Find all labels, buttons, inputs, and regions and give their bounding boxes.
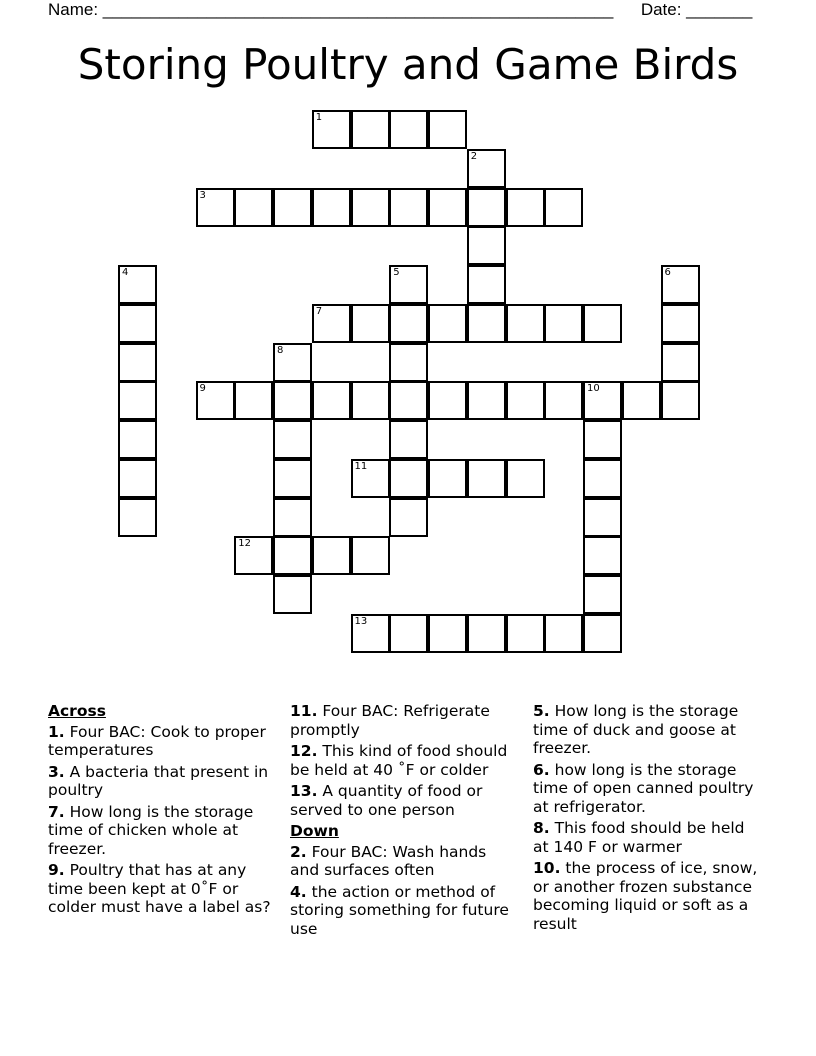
clue-number: 4 xyxy=(122,267,129,278)
grid-cell[interactable] xyxy=(583,459,622,498)
grid-cell[interactable] xyxy=(312,536,351,575)
grid-cell[interactable] xyxy=(544,188,583,227)
grid-cell[interactable] xyxy=(118,498,157,537)
grid-cell[interactable] xyxy=(389,304,428,343)
across-clue-7: 7. How long is the storage time of chicken whole at freezer. xyxy=(48,802,254,858)
grid-cell[interactable] xyxy=(389,265,428,304)
grid-cell[interactable] xyxy=(273,459,312,498)
page-title: Storing Poultry and Game Birds xyxy=(77,40,739,89)
grid-cell[interactable] xyxy=(351,188,390,227)
grid-cell[interactable] xyxy=(661,304,700,343)
grid-cell[interactable] xyxy=(118,420,157,459)
grid-cell[interactable] xyxy=(583,498,622,537)
across-clue-1: 1. Four BAC: Cook to proper temperatures xyxy=(48,722,266,759)
clue-number: 13 xyxy=(354,615,368,627)
down-clue-2: 2. Four BAC: Wash hands and surfaces often xyxy=(290,842,487,879)
grid-cell[interactable] xyxy=(196,381,235,420)
grid-cell[interactable] xyxy=(428,459,467,498)
grid-cell[interactable] xyxy=(273,536,312,575)
grid-cell[interactable] xyxy=(428,188,467,227)
grid-cell[interactable] xyxy=(389,381,428,420)
grid-cell[interactable] xyxy=(661,265,700,304)
grid-cell[interactable] xyxy=(583,575,622,614)
grid-cell[interactable] xyxy=(389,188,428,227)
down-clue-6: 6. how long is the storage time of open canned poultry at refrigerator. xyxy=(533,760,754,816)
grid-cell[interactable] xyxy=(196,188,235,227)
clue-number: 10 xyxy=(587,383,600,395)
grid-cell[interactable] xyxy=(428,381,467,420)
grid-cell[interactable] xyxy=(118,343,157,382)
clue-number: 7 xyxy=(315,305,323,317)
grid-cell[interactable] xyxy=(273,381,312,420)
grid-cell[interactable] xyxy=(351,381,390,420)
clue-number: 3 xyxy=(199,189,206,201)
grid-cell[interactable] xyxy=(506,304,545,343)
grid-cell[interactable] xyxy=(351,459,390,498)
clue-column-1 xyxy=(48,702,276,920)
grid-cell[interactable] xyxy=(273,575,312,614)
grid-cell[interactable] xyxy=(467,188,506,227)
down-clue-10: 10. the process of ice, snow, or another frozen substance becoming liquid or soft as a result xyxy=(533,859,758,933)
across-heading: Across xyxy=(48,702,106,720)
grid-cell[interactable] xyxy=(234,381,273,420)
grid-cell[interactable] xyxy=(622,381,661,420)
grid-cell[interactable] xyxy=(544,381,583,420)
grid-cell[interactable] xyxy=(544,614,583,653)
clue-number: 1 xyxy=(315,112,323,123)
grid-cell[interactable] xyxy=(506,188,545,227)
grid-cell[interactable] xyxy=(467,459,506,498)
grid-cell[interactable] xyxy=(118,265,157,304)
grid-cell[interactable] xyxy=(583,420,622,459)
grid-cell[interactable] xyxy=(118,304,157,343)
clue-number: 5 xyxy=(393,267,400,278)
grid-cell[interactable] xyxy=(273,498,312,537)
clue-column-2 xyxy=(290,702,518,941)
grid-cell[interactable] xyxy=(544,304,583,343)
across-clue-11: 11. Four BAC: Refrigerate promptly xyxy=(290,702,490,739)
grid-cell[interactable] xyxy=(583,614,622,653)
clue-number: 8 xyxy=(277,344,284,356)
grid-cell[interactable] xyxy=(583,381,622,420)
grid-cell[interactable] xyxy=(467,149,506,188)
grid-cell[interactable] xyxy=(312,188,351,227)
grid-cell[interactable] xyxy=(389,614,428,653)
grid-cell[interactable] xyxy=(351,614,390,653)
grid-cell[interactable] xyxy=(118,381,157,420)
grid-cell[interactable] xyxy=(428,110,467,149)
grid-cell[interactable] xyxy=(389,420,428,459)
clue-number: 2 xyxy=(470,150,478,162)
grid-cell[interactable] xyxy=(661,343,700,382)
grid-cell[interactable] xyxy=(118,459,157,498)
across-clue-3: 3. A bacteria that present in poultry xyxy=(48,762,269,799)
down-clue-4: 4. the action or method of storing something for future use xyxy=(290,882,509,938)
date-field[interactable]: Date: _______ xyxy=(640,0,753,19)
grid-cell[interactable] xyxy=(583,536,622,575)
down-heading: Down xyxy=(290,822,339,840)
grid-cell[interactable] xyxy=(273,420,312,459)
grid-cell[interactable] xyxy=(467,304,506,343)
grid-cell[interactable] xyxy=(506,381,545,420)
grid-cell[interactable] xyxy=(467,381,506,420)
grid-cell[interactable] xyxy=(467,226,506,265)
grid-cell[interactable] xyxy=(351,110,390,149)
grid-cell[interactable] xyxy=(234,536,273,575)
grid-cell[interactable] xyxy=(467,265,506,304)
grid-cell[interactable] xyxy=(389,343,428,382)
grid-cell[interactable] xyxy=(506,459,545,498)
clue-number: 6 xyxy=(664,267,671,278)
across-clue-12: 12. This kind of food should be held at 40 ˚F or colder xyxy=(290,742,508,779)
grid-cell[interactable] xyxy=(428,614,467,653)
clue-column-3 xyxy=(533,702,761,936)
clue-number: 9 xyxy=(199,383,206,395)
grid-cell[interactable] xyxy=(312,110,351,149)
grid-cell[interactable] xyxy=(312,381,351,420)
grid-cell[interactable] xyxy=(661,381,700,420)
grid-cell[interactable] xyxy=(273,188,312,227)
grid-cell[interactable] xyxy=(389,110,428,149)
grid-cell[interactable] xyxy=(506,614,545,653)
grid-cell[interactable] xyxy=(312,304,351,343)
clue-number: 11 xyxy=(354,460,368,472)
grid-cell[interactable] xyxy=(351,536,390,575)
grid-cell[interactable] xyxy=(583,304,622,343)
grid-cell[interactable] xyxy=(428,304,467,343)
down-clue-5: 5. How long is the storage time of duck and goose at freezer. xyxy=(533,702,739,757)
across-clue-9: 9. Poultry that has at any time been kept at 0˚F or colder must have a label as? xyxy=(48,861,271,916)
down-clue-8: 8. This food should be held at 140 F or warmer xyxy=(533,819,745,856)
grid-cell[interactable] xyxy=(389,498,428,537)
clue-number: 12 xyxy=(238,538,251,550)
grid-cell[interactable] xyxy=(351,304,390,343)
grid-cell[interactable] xyxy=(389,459,428,498)
grid-cell[interactable] xyxy=(234,188,273,227)
name-field[interactable]: Name: ______________________________________________________ xyxy=(48,0,614,19)
grid-cell[interactable] xyxy=(467,614,506,653)
grid-cell[interactable] xyxy=(273,343,312,382)
across-clue-13: 13. A quantity of food or served to one person xyxy=(290,782,483,819)
